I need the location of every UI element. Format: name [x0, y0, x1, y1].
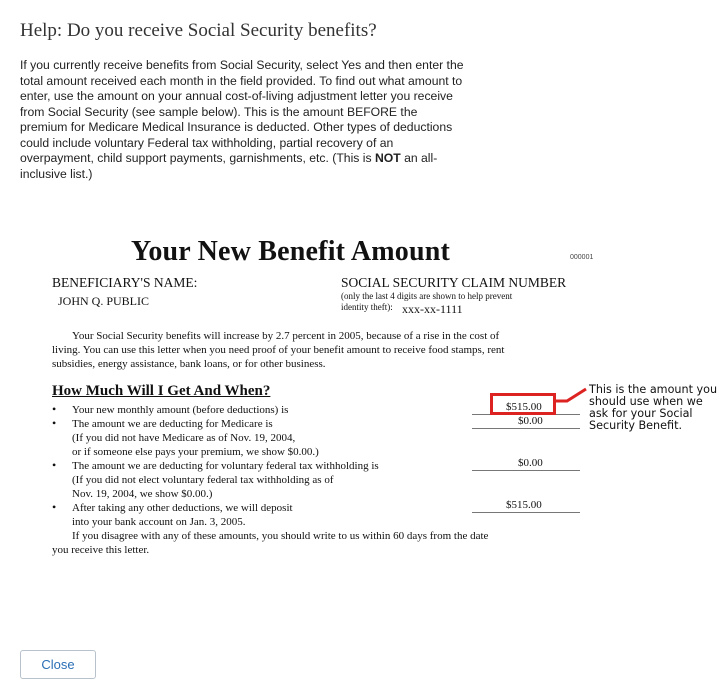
claim-number: xxx-xx-1111	[402, 302, 463, 316]
help-text-bold: NOT	[374, 151, 401, 165]
item-2-line-3: or if someone else pays your premium, we show $0.00.)	[72, 446, 319, 458]
callout-text: This is the amount you should use when we ask for your Social Security Benefit.	[589, 383, 718, 432]
bullet: •	[52, 402, 57, 416]
amount-rule	[472, 428, 580, 429]
bullet: •	[52, 458, 57, 472]
item-3-amount: $0.00	[518, 457, 543, 469]
item-1-line-1: Your new monthly amount (before deductions) is	[72, 404, 289, 416]
section-heading: How Much Will I Get And When?	[52, 383, 271, 399]
paragraph-line-2: living. You can use this letter when you need proof of your benefit amount to receive food stamps, rent	[52, 344, 505, 356]
amount-rule	[472, 512, 580, 513]
item-3-line-3: Nov. 19, 2004, we show $0.00.)	[72, 488, 213, 500]
item-4-amount: $515.00	[506, 499, 542, 511]
close-button[interactable]: Close	[20, 650, 96, 679]
claim-number-label: SOCIAL SECURITY CLAIM NUMBER	[341, 275, 567, 290]
item-4-line-1: After taking any other deductions, we will deposit	[72, 502, 293, 514]
amount-highlight-box	[490, 393, 556, 415]
beneficiary-name: JOHN Q. PUBLIC	[58, 294, 150, 308]
item-1-amount: $515.00	[506, 401, 542, 413]
claim-note-2: identity theft):	[341, 302, 393, 312]
beneficiary-label: BENEFICIARY'S NAME:	[52, 275, 198, 290]
amount-rule	[472, 470, 580, 471]
letter-code: 000001	[570, 254, 594, 261]
claim-note-1: (only the last 4 digits are shown to help prevent	[341, 291, 513, 301]
help-text-part1: If you currently receive benefits from Social Security, select Yes and then enter the total amount received each month in the field provided. To find out what amount to enter, use the amount on your annual cost-of-living adjustment letter you receive from Social Security (see sample below). This is the amount BEFORE the premium for Medicare Medical Insurance is deducted. Other types of deductions could include voluntary Federal tax withholding, partial recovery of an overpayment, child support payments, garnishments, etc. (This is	[20, 58, 464, 165]
paragraph-line-1: Your Social Security benefits will increase by 2.7 percent in 2005, because of a rise in the cost of	[72, 330, 500, 342]
closing-line-1: If you disagree with any of these amounts, you should write to us within 60 days from the date	[72, 530, 489, 542]
letter-heading: Your New Benefit Amount	[131, 236, 451, 267]
bullet: •	[52, 500, 57, 514]
item-3-line-2: (If you did not elect voluntary federal tax withholding as of	[72, 474, 334, 486]
paragraph-line-3: subsidies, energy assistance, bank loans, or for other business.	[52, 358, 326, 370]
item-2-line-2: (If you did not have Medicare as of Nov. 19, 2004,	[72, 432, 296, 444]
item-2-amount: $0.00	[518, 415, 543, 427]
item-4-line-2: into your bank account on Jan. 3, 2005.	[72, 516, 246, 528]
closing-line-2: you receive this letter.	[52, 544, 150, 556]
item-3-line-1: The amount we are deducting for voluntary federal tax withholding is	[72, 460, 379, 472]
bullet: •	[52, 416, 57, 430]
dialog-title: Help: Do you receive Social Security benefits?	[20, 20, 377, 41]
item-2-line-1: The amount we are deducting for Medicare is	[72, 418, 273, 430]
help-text-part2: an all-inclusive list.)	[20, 151, 438, 181]
